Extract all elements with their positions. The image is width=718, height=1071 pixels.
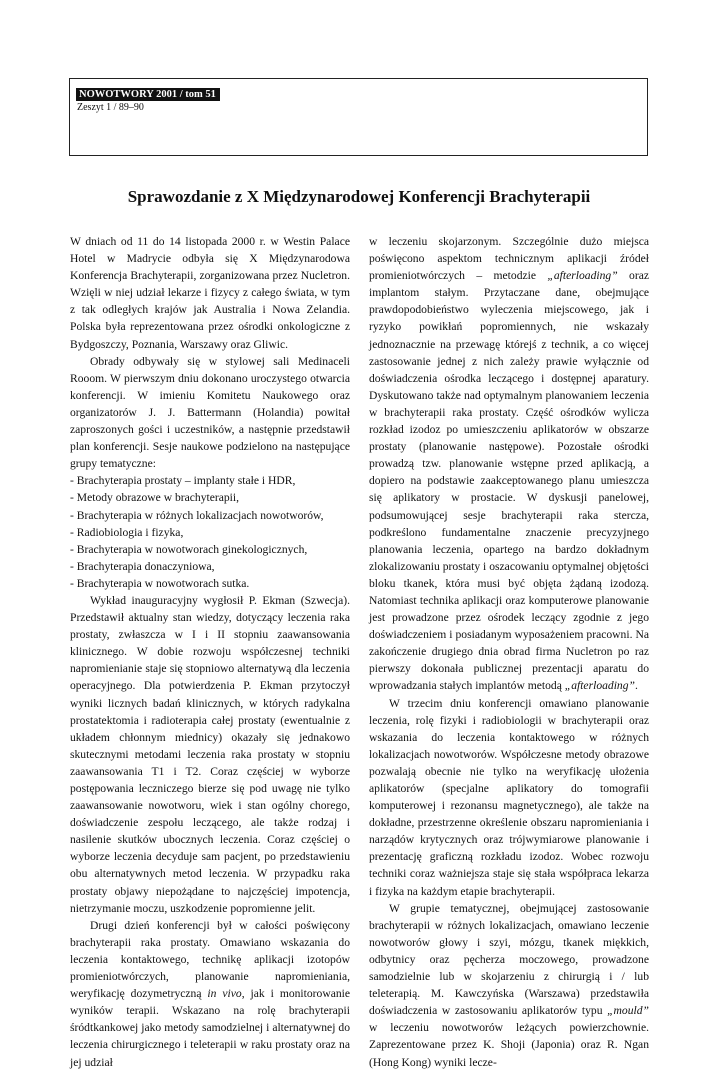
text-run: W grupie tematycznej, obejmującej zastosowanie brachyterapii w różnych lokalizacjach, omawiano leczenie nowotworów głowy i szyi, mózgu, tkanek miękkich, odbytnicy oraz pęcherza moczowego, prowadzone samodzielnie lub w skojarzeniu z chirurgią i / lub teleterapią. M. Kawczyńska (Warszawa) przedstawiła doświadczenia w zastosowaniu aplikatorów typu bbox=[369, 901, 649, 1018]
journal-header-box bbox=[69, 78, 648, 156]
paragraph-opening: Obrady odbywały się w stylowej sali Medinaceli Rooom. W pierwszym dniu dokonano uroczystego otwarcia konferencji. W imieniu Komitetu Naukowego oraz organizatorów J. J. Battermann (Holandia) powitał zaproszonych gości i uczestników, a następnie przedstawił plan konferencji. Sesje naukowe podzielono na następujące grupy tematyczne: bbox=[70, 354, 350, 471]
text-run: Drugi dzień konferencji był w całości poświęcony brachyterapii raka prostaty. Omawiano wskazania do leczenia kontaktowego, technikę aplikacji izotopów promieniotwórczych, planowanie napromieniania, weryfikację dozymetryczną bbox=[70, 918, 350, 1001]
text-run: w leczeniu nowotworów leżących powierzchownie. Zaprezentowane przez K. Shoji (Japonia) oraz R. Ngan (Hong Kong) wyniki lecze- bbox=[369, 1021, 649, 1069]
paragraph-inaugural-lecture: Wykład inauguracyjny wygłosił P. Ekman (Szwecja). Przedstawił aktualny stan wiedzy, dotyczący leczenia raka prostaty, zwłaszcza w I i II stopniu zaawansowania klinicznego. W dobie rozwoju współczesnej techniki napromienianie staje się stopniowo alternatywą dla leczenia operacyjnego. Dla potwierdzenia P. Ekman przytoczył wyniki licznych badań klinicznych, w których radykalna prostatektomia i radioterapia całej prostaty (ewentualnie z układem chłonnym miednicy) okazały się jednakowo skutecznymi metodami leczenia raka prostaty w stopniu zaawansowania T1 i T2. Coraz częściej w wyborze postępowania leczniczego bierze się pod uwagę nie tylko zaawansowanie nowotworu, wiek i stan ogólny chorego, doświadczenie zespołu leczącego, ale także rodzaj i nasilenie skutków ubocznych leczenia. Coraz częściej o wyborze leczenia decyduje sam pacjent, po przedstawieniu obu alternatywnych metod leczenia. W przypadku raka prostaty objawy niepożądane to najczęściej impotencja, nietrzymanie moczu, uszkodzenie popromienne jelit. bbox=[70, 593, 350, 915]
topic-item: - Radiobiologia i fizyka, bbox=[70, 524, 350, 541]
emphasis-text: in vivo bbox=[207, 987, 242, 1001]
text-run: . bbox=[634, 679, 638, 693]
topic-item: - Metody obrazowe w brachyterapii, bbox=[70, 489, 350, 506]
paragraph-second-day bbox=[70, 917, 350, 1071]
topic-item: - Brachyterapia w różnych lokalizacjach nowotworów, bbox=[70, 507, 350, 524]
emphasis-text: „mould” bbox=[607, 1004, 649, 1018]
paragraph-third-day: W trzecim dniu konferencji omawiano planowanie leczenia, rolę fizyki i radiobiologii w brachyterapii oraz wskazania do leczenia kontaktowego w różnych lokalizacjach nowotworów. Współczesne metody obrazowe pozwalają obecnie nie tylko na weryfikację ułożenia aplikatorów (specjalne aplikatory do tomografii komputerowej i rezonansu magnetycznego), ale także na dokładne, przestrzenne określenie obszaru napromieniania i narządów krytycznych oraz trójwymiarowe planowanie i prezentację graficzną rozkładu izodoz. Wobec rozwoju techniki coraz ważniejsza staje się stała współpraca lekarza i fizyka na każdym etapie brachyterapii. bbox=[369, 696, 649, 898]
topic-item: - Brachyterapia w nowotworach sutka. bbox=[70, 575, 350, 592]
text-run: w leczeniu skojarzonym. Szczególnie dużo miejsca poświęcono aspektom technicznym aplikacji źródeł promieniotwórczych – metodzie bbox=[369, 235, 649, 283]
topic-item: - Brachyterapia donaczyniowa, bbox=[70, 558, 350, 575]
emphasis-text: „afterloading” bbox=[564, 679, 635, 693]
text-run: oraz implantom stałym. Przytaczane dane, obejmujące prawdopodobieństwo wyleczenia miejscowego, jak i ryzyko powikłań popromiennych, nie wskazały jednoznacznie na przewagę którejś z technik, a co więcej zastosowanie jednej z nich zależy prawie wyłącznie od doświadczenia ośrodka leczącego i dostępnej aparatury. Dyskutowano także nad optymalnym planowaniem leczenia w brachyterapii raka prostaty. Część ośrodków wylicza rozkład izodoz po umieszczeniu aplikatorów w obszarze prostaty (planowanie następowe). Pozostałe ośrodki prowadzą tzw. planowanie wstępne przed aplikacją, a dopiero na podstawie zaakceptowanego planu umieszcza się aplikatory w prostacie. W dyskusji panelowej, podsumowującej sesje brachyterapii raka stercza, podkreślono fundamentalne znaczenie precyzyjnego planowania leczenia, opartego na bardzo dokładnym zlokalizowaniu prostaty i oszacowaniu optymalnej objętości bloku tkanek, która musi być objęta żądaną izodozą. Natomiast technika aplikacji oraz komputerowe planowanie jest prowadzone przez ośrodek leczący zgodnie z jego doświadczeniem i posiadanym wyposażeniem pracowni. Na zakończenie drugiego dnia obrad firma Nucletron po raz pierwszy dokonała publicznej prezentacji aparatu do wprowadzania stałych implantów metodą bbox=[369, 269, 650, 693]
left-column bbox=[70, 233, 350, 1071]
right-column bbox=[369, 233, 649, 1071]
issue-info: Zeszyt 1 / 89–90 bbox=[77, 102, 144, 113]
paragraph-locations bbox=[369, 900, 649, 1071]
journal-name-badge: NOWOTWORY 2001 / tom 51 bbox=[76, 88, 220, 101]
page-title: Sprawozdanie z X Międzynarodowej Konferencji Brachyterapii bbox=[127, 187, 591, 206]
topic-list bbox=[70, 472, 350, 592]
emphasis-text: „afterloading” bbox=[547, 269, 618, 283]
topic-item: - Brachyterapia w nowotworach ginekologicznych, bbox=[70, 541, 350, 558]
paragraph-combined-treatment bbox=[369, 233, 649, 695]
topic-item: - Brachyterapia prostaty – implanty stałe i HDR, bbox=[70, 472, 350, 489]
paragraph-intro: W dniach od 11 do 14 listopada 2000 r. w Westin Palace Hotel w Madrycie odbyła się X Międzynarodowa Konferencja Brachyterapii, zorganizowana przez Nucletron. Wzięli w niej udział lekarze i fizycy z całego świata, w tym z tak odległych krajów jak Australia i Nowa Zelandia. Polska była reprezentowana przez ośrodki onkologiczne z Bydgoszczy, Poznania, Warszawy oraz Gliwic. bbox=[70, 235, 350, 351]
text-run: , jak i monitorowanie wyników terapii. Wskazano na rolę brachyterapii śródtkankowej jako metody samodzielnej i alternatywnej do leczenia chirurgicznego i teleterapii w raku prostaty oraz na jej udział bbox=[70, 987, 351, 1069]
